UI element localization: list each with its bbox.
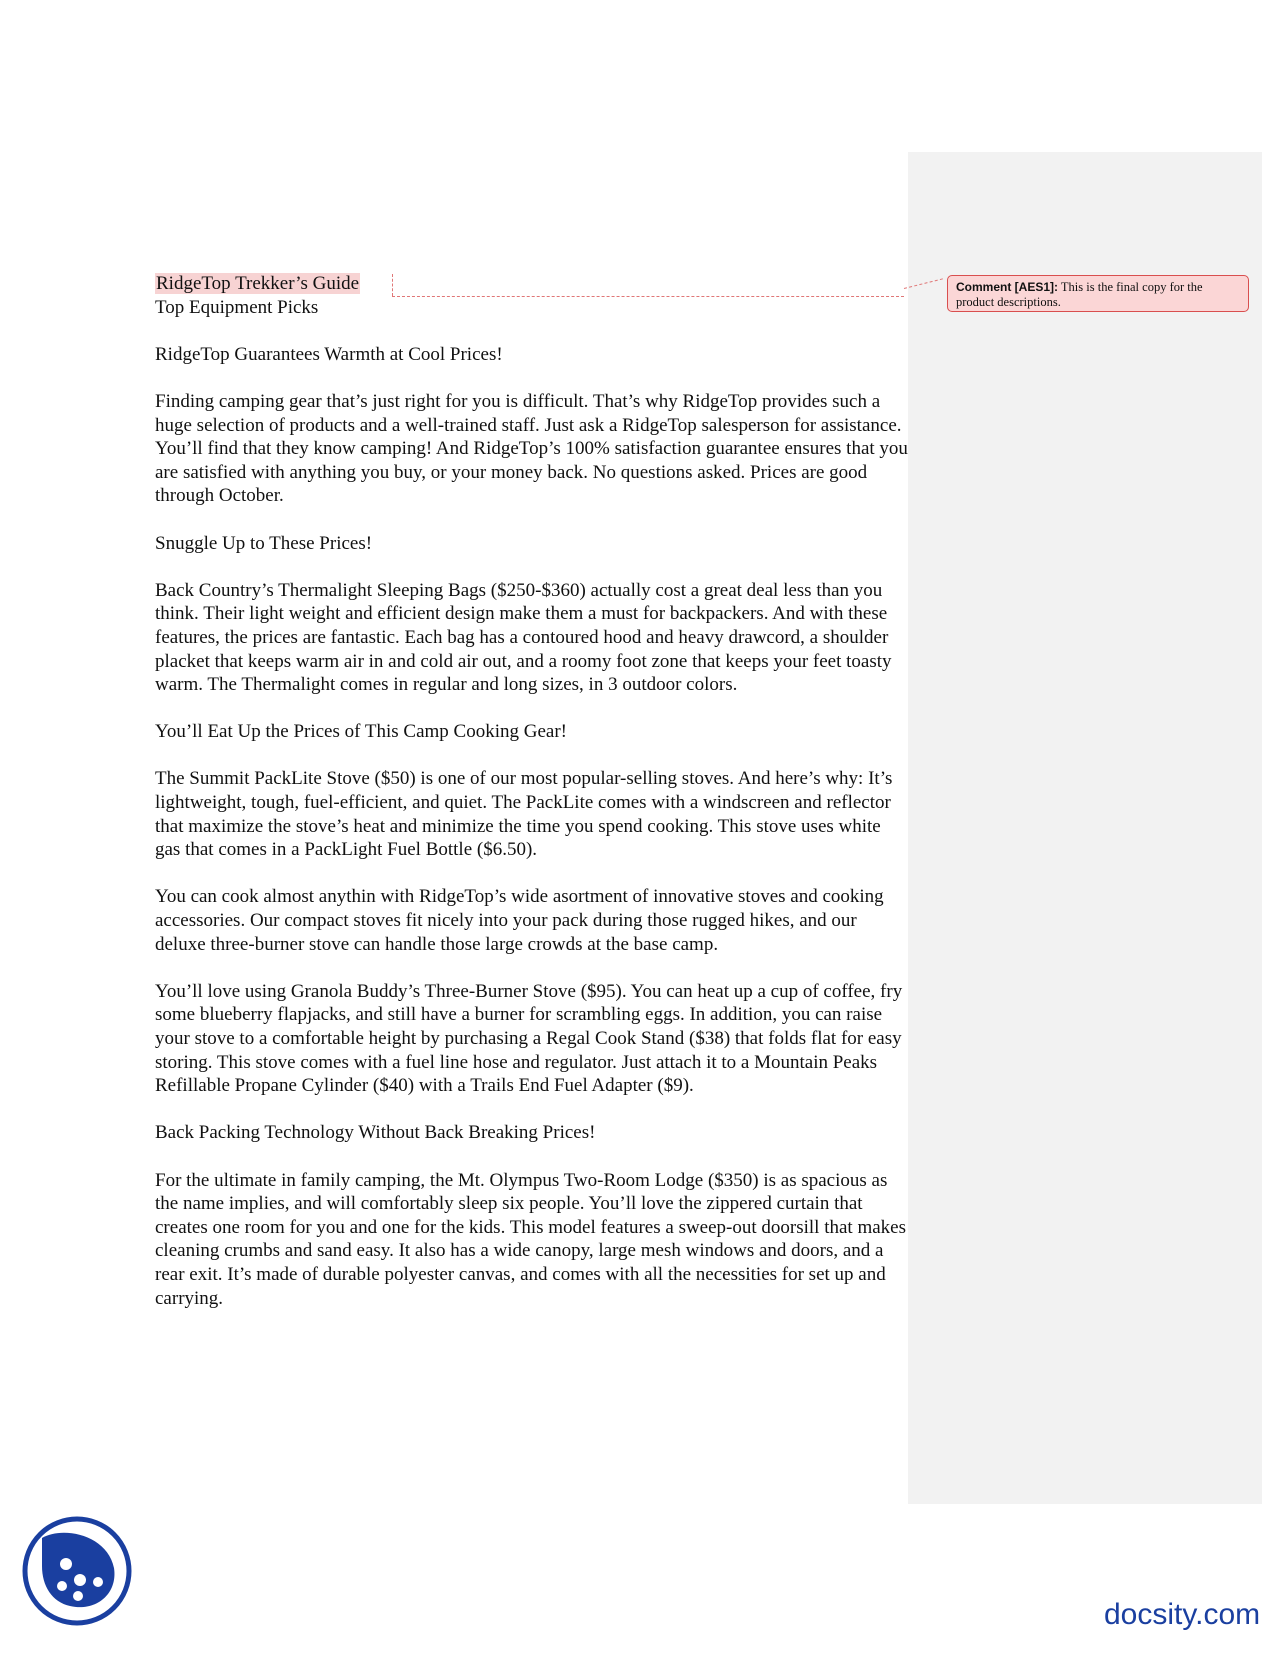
- section1-paragraph: Back Country’s Thermalight Sleeping Bags ($250-$360) actually cost a great deal less than you think. Their light weight and efficient design make them a must for backpackers. And with these features, the prices are fantastic. Each bag has a contoured hood and heavy drawcord, a shoulder placket that keeps warm air in and cold air out, and a roomy foot zone that keeps your feet toasty warm. The Thermalight comes in regular and long sizes, in 3 outdoor colors.: [155, 579, 892, 696]
- section3-paragraph: For the ultimate in family camping, the Mt. Olympus Two-Room Lodge ($350) is as spacious as the name implies, and will comfortably sleep six people. You’ll love the zippered curtain that creates one room for you and one for the kids. This model features a sweep-out doorsill that makes cleaning crumbs and sand easy. It also has a wide canopy, large mesh windows and doors, and a rear exit. It’s made of durable polyester canvas, and comes with all the necessities for set up and carrying.: [155, 1169, 906, 1309]
- section2-heading: You’ll Eat Up the Prices of This Camp Cooking Gear!: [155, 721, 567, 743]
- section2-paragraph-2: You can cook almost anythin with RidgeTop’s wide asortment of innovative stoves and cooking accessories. Our compact stoves fit nicely into your pack during those rugged hikes, and our deluxe three-burner stove can handle those large crowds at the base camp.: [155, 886, 884, 955]
- section1-heading: Snuggle Up to These Prices!: [155, 532, 373, 554]
- document-subtitle: Top Equipment Picks: [155, 296, 319, 318]
- document-title: [155, 272, 910, 296]
- comment-balloon[interactable]: [947, 275, 1249, 312]
- comment-text: This is the final copy for the product descriptions.: [956, 280, 1203, 309]
- comment-pane: [908, 152, 1262, 1504]
- comment-label: Comment [AES1]:: [956, 280, 1059, 294]
- document-body: [155, 272, 910, 1334]
- comment-anchor-bracket: [392, 274, 393, 296]
- section2-paragraph-3: You’ll love using Granola Buddy’s Three-Burner Stove ($95). You can heat up a cup of coffee, fry some blueberry flapjacks, and still have a burner for scrambling eggs. In addition, you can raise your stove to a comfortable height by purchasing a Regal Cook Stand ($38) that folds flat for easy storing. This stove comes with a fuel line hose and regulator. Just attach it to a Mountain Peaks Refillable Propane Cylinder ($40) with a Trails End Fuel Adapter ($9).: [155, 980, 903, 1097]
- document-headline: RidgeTop Guarantees Warmth at Cool Prices!: [155, 343, 503, 365]
- footer-brand[interactable]: docsity.com: [1104, 1598, 1261, 1631]
- docsity-logo-icon: [22, 1516, 132, 1626]
- title-highlight[interactable]: RidgeTop Trekker’s Guide: [156, 273, 360, 294]
- intro-paragraph: Finding camping gear that’s just right for you is difficult. That’s why RidgeTop provides such a huge selection of products and a well-trained staff. Just ask a RidgeTop salesperson for assistance. You’ll find that they know camping! And RidgeTop’s 100% satisfaction guarantee ensures that you are satisfied with anything you buy, or your money back. No questions asked. Prices are good through October.: [155, 390, 908, 507]
- section3-heading: Back Packing Technology Without Back Breaking Prices!: [155, 1122, 596, 1144]
- comment-leader-line: [392, 296, 904, 297]
- section2-paragraph-1: The Summit PackLite Stove ($50) is one of our most popular-selling stoves. And here’s why: It’s lightweight, tough, fuel-efficient, and quiet. The PackLite comes with a windscreen and reflector that maximize the stove’s heat and minimize the time you spend cooking. This stove uses white gas that comes in a PackLight Fuel Bottle ($6.50).: [155, 768, 893, 861]
